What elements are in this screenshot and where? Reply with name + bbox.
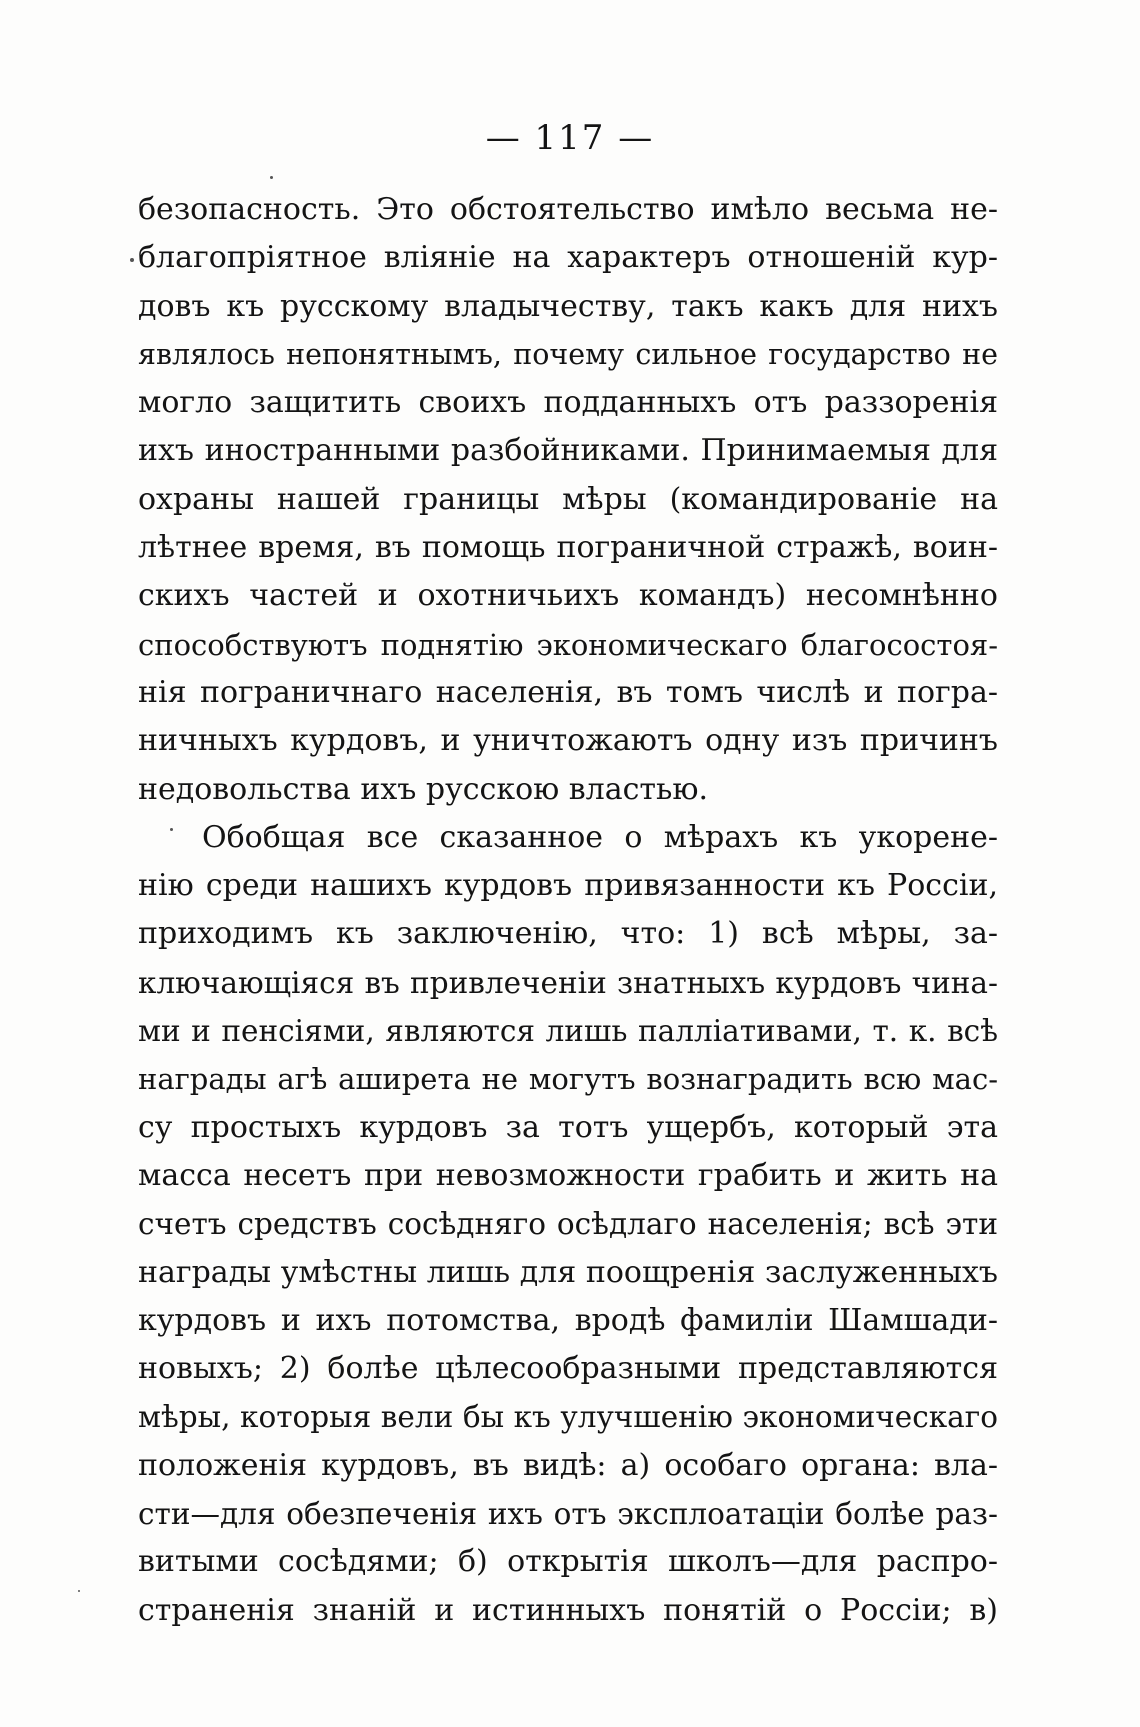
text-line: Обобщая все сказанное о мѣрахъ къ укорене- (202, 819, 998, 855)
text-line: безопасность. Это обстоятельство имѣло весьма не- (138, 192, 998, 227)
text-line: довъ къ русскому владычеству, такъ какъ для нихъ (138, 288, 998, 324)
text-line: мѣры, которыя вели бы къ улучшенію экономическаго (138, 1400, 998, 1435)
text-line: награды умѣстны лишь для поощренія заслуженныхъ (138, 1254, 998, 1290)
text-line: приходимъ къ заключенію, что: 1) всѣ мѣры, за- (138, 916, 998, 952)
text-line: нію среди нашихъ курдовъ привязанности къ Россіи, (138, 868, 998, 904)
text-line: страненія знаній и истинныхъ понятій о Россіи; в) (138, 1592, 998, 1628)
text-line: су простыхъ курдовъ за тотъ ущербъ, который эта (138, 1109, 998, 1145)
text-line: награды агѣ аширета не могутъ вознаградить всю мас- (138, 1062, 998, 1097)
body-text (138, 186, 998, 1635)
text-line: положенія курдовъ, въ видѣ: а) особаго органа: вла- (138, 1447, 998, 1483)
text-line: масса несетъ при невозможности грабить и жить на (138, 1157, 998, 1193)
page-number: — 117 — (485, 118, 655, 158)
text-line: курдовъ и ихъ потомства, вродѣ фамиліи Шамшади- (138, 1302, 998, 1338)
text-line: недовольства ихъ русскою властью. (138, 771, 709, 807)
text-line: являлось непонятнымъ, почему сильное государство не (138, 337, 998, 371)
scan-speck (170, 828, 173, 831)
text-line: ничныхъ курдовъ, и уничтожаютъ одну изъ причинъ (138, 723, 998, 759)
text-line: могло защитить своихъ подданныхъ отъ раззоренія (138, 385, 998, 421)
scan-speck (78, 1590, 80, 1592)
text-line: скихъ частей и охотничьихъ командъ) несомнѣнно (138, 578, 998, 614)
text-line: ми и пенсіями, являются лишь палліативами, т. к. всѣ (138, 1014, 998, 1049)
paragraph-1 (138, 186, 998, 814)
text-line: благопріятное вліяніе на характеръ отношеній кур- (138, 240, 998, 276)
text-line: лѣтнее время, въ помощь пограничной стражѣ, воин- (138, 530, 998, 566)
paragraph-2 (138, 814, 998, 1635)
text-line: охраны нашей границы мѣры (командированіе на (138, 481, 998, 517)
text-line: нія пограничнаго населенія, въ томъ числѣ и погра- (138, 674, 998, 710)
scan-speck (130, 258, 134, 262)
text-line: способствуютъ поднятію экономическаго благосостоя- (138, 627, 998, 662)
text-line: ихъ иностранными разбойниками. Принимаемыя для (138, 433, 998, 469)
text-line: ключающіяся въ привлеченіи знатныхъ курдовъ чина- (138, 965, 998, 1000)
text-line: витыми сосѣдями; б) открытія школъ—для распро- (138, 1544, 998, 1580)
scan-speck (270, 176, 273, 179)
text-line: счетъ средствъ сосѣдняго осѣдлаго населенія; всѣ эти (138, 1207, 998, 1242)
text-line: сти—для обезпеченія ихъ отъ эксплоатаціи болѣе раз- (138, 1497, 998, 1532)
text-line: новыхъ; 2) болѣе цѣлесообразными представляются (138, 1351, 998, 1387)
